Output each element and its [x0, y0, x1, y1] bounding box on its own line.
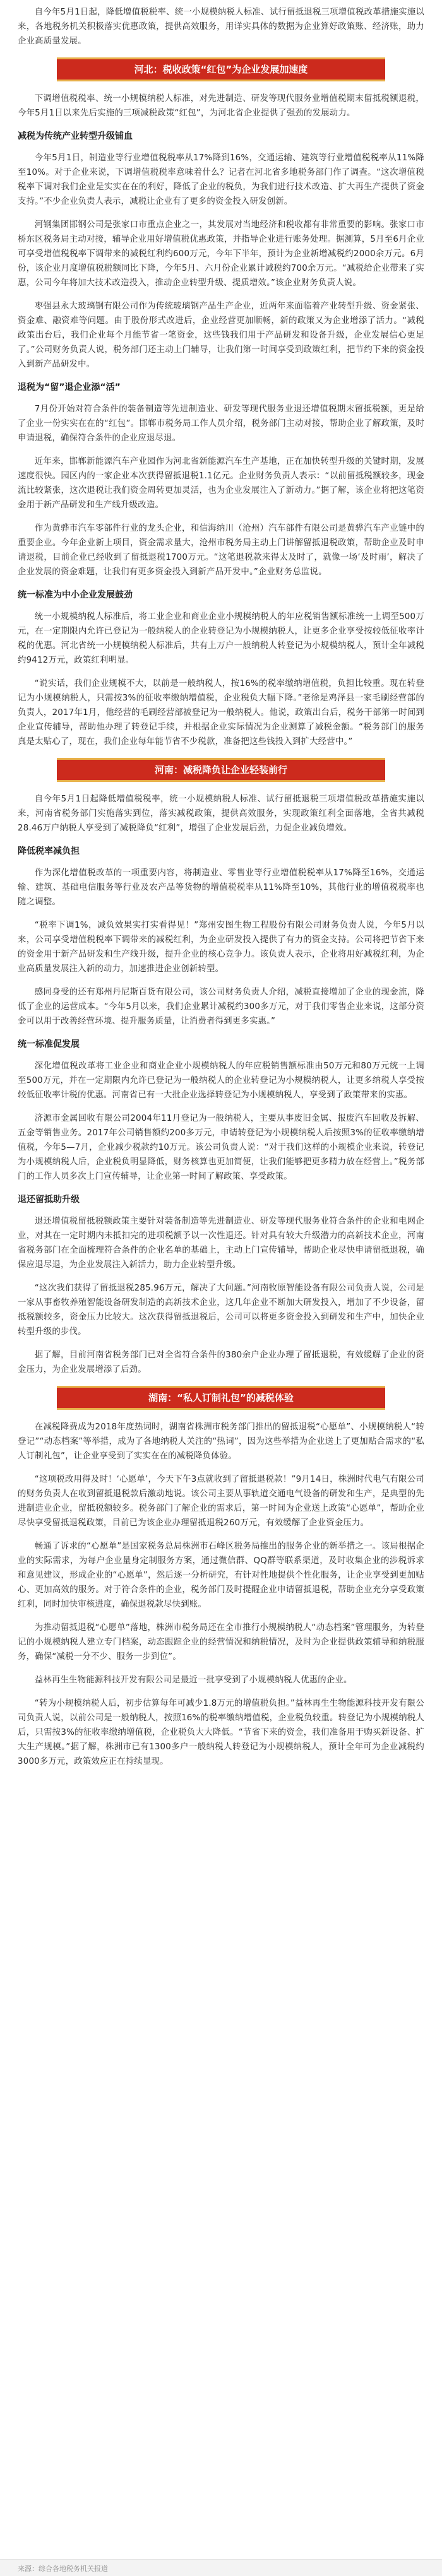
section-banner-hunan: 湖南：“私人订制礼包”的减税体验 [57, 1386, 385, 1410]
paragraph: 为推动留抵退税“心愿单”落地，株洲市税务局还在全市推行小规模纳税人“动态档案”管理服务，为转登记的小规模纳税人建立专门档案，动态跟踪企业的经营情况和纳税情况，及时为企业提供政策辅导和纳税服务，确保“减税一分不少、服务一步到位”。 [18, 1623, 424, 1662]
paragraph: 近年来，邯郸新能源汽车产业园作为河北省新能源汽车生产基地，正在加快转型升级的关键时期，发展速度很快。园区内的一家企业本次获得留抵退税1.1亿元。企业财务负责人表示：“以前留抵税额较多，现金流比较紧张，这次退税让我们资金周转更加灵活，也为企业发展注入了新动力。”据了解，该企业将把这笔资金用于新产品研发和生产线升级改造。 [18, 457, 424, 510]
paragraph: 深化增值税改革将工业企业和商业企业小规模纳税人的年应税销售额标准由50万元和80万元统一上调至500万元，并在一定期限内允许已登记为一般纳税人的企业转登记为小规模纳税人，让更多纳税人享受按较低征收率计税的优惠。河南省已有一大批企业选择转登记为小规模纳税人，享受到了政策带来的实惠。 [18, 1061, 424, 1100]
paragraph: “说实话，我们企业规模不大，以前是一般纳税人，按16%的税率缴纳增值税，负担比较重。现在转登记为小规模纳税人，只需按3%的征收率缴纳增值税，企业税负大幅下降。”老徐是鸡泽县一家毛刷经营部的负责人，2017年1月，他经营的毛刷经营部被登记为一般纳税人。他说，政策出台后，税务干部第一时间到企业宣传辅导，帮助他办理了转登记手续，并根据企业实际情况为企业测算了减税金额。“税务部门的服务真是太贴心了，现在，我们企业每年能节省不少税款，准备把这些钱投入到扩大经营中。” [18, 679, 424, 747]
paragraph: 7月份开始对符合条件的装备制造等先进制造业、研发等现代服务业退还增值税期末留抵税额，更是给了企业一份实实在在的“红包”。邯郸市税务局工作人员介绍，税务部门主动对接，帮助企业了解政策，及时申请退税，确保符合条件的企业应退尽退。 [18, 405, 424, 443]
paragraph: 下调增值税税率、统一小规模纳税人标准，对先进制造、研发等现代服务业增值税期末留抵税额退税，今年5月1日以来先后实施的三项减税政策“红包”，为河北省企业提供了强劲的发展动力。 [18, 94, 424, 118]
article-body [18, 5, 424, 1778]
paragraph: 今年5月1日，制造业等行业增值税税率从17%降到16%，交通运输、建筑等行业增值税税率从11%降至10%。对于企业来说，下调增值税税率意味着什么？记者在河北省多地税务部门作了调查。“这次增值税税率下调对我们企业是实实在在的利好，降低了企业的税负，为我们进行技术改造、扩大再生产提供了资金支持。”不少企业负责人表示，减税让企业有了更多的资金投入研发创新。 [18, 153, 424, 206]
source-text: 来源：综合各地税务机关报道 [18, 2565, 108, 2573]
section-heading: 减税为传统产业转型升级铺血 [18, 131, 133, 141]
paragraph: 作为黄骅市汽车零部件行业的龙头企业，和信海纳川（沧州）汽车部件有限公司是黄骅汽车产业链中的重要企业。今年企业新上项目，资金需求量大，沧州市税务局主动上门讲解留抵退税政策，帮助企业及时申请退税，目前企业已经收到了留抵退税1700万元。“这笔退税款来得太及时了，就像一场‘及时雨’，解决了企业发展的资金难题，让我们有更多资金投入到新产品开发中。”企业财务总监说。 [18, 524, 424, 577]
paragraph: “这次我们获得了留抵退税285.96万元，解决了大问题。”河南牧原智能设备有限公司负责人说，公司是一家从事畜牧养殖智能设备研发制造的高新技术企业，这几年企业不断加大研发投入，增加了不少设备，留抵税额较多，资金压力比较大。这次获得留抵退税后，公司可以将更多资金投入到研发和生产中，加快企业转型升级的步伐。 [18, 1284, 424, 1337]
paragraph: 据了解，目前河南省税务部门已对全省符合条件的380余户企业办理了留抵退税，有效缓解了企业的资金压力，为企业发展增添了后劲。 [18, 1350, 424, 1374]
paragraph: 河钢集团邯钢公司是张家口市重点企业之一，其发展对当地经济和税收都有非常重要的影响。张家口市桥东区税务局主动对接，辅导企业用好增值税优惠政策，并指导企业进行账务处理。据测算，5月至6月企业可享受增值税税率下调带来的减税红利约600万元，今年下半年，预计为企业新增减税约2000余万元。6月份，该企业月度增值税税额同比下降，今年5月、六月份企业累计减税约700余万元。“减税给企业带来了实惠，公司今年将加大技术改造投入，推动企业转型升级、提质增效。”该企业财务负责人说。 [18, 220, 424, 288]
paragraph: 枣强县永大玻璃钢有限公司作为传统玻璃钢产品生产企业，近两年来面临着产业转型升级、资金紧张、资金难、融资难等问题。由于股份形式改进后，企业经营更加顺畅，新的政策又为企业增添了活力。“减税政策出台后，我们企业每个月能节省一笔资金，这些钱我们用于产品研发和设备升级，企业发展信心更足了。”公司财务负责人说，税务部门还主动上门辅导，让我们第一时间享受到政策红利，把节约下来的资金投入到新产品研发中。 [18, 302, 424, 369]
section-heading: 退还留抵助升级 [18, 1195, 80, 1205]
intro-paragraph: 自今年5月1日起，降低增值税税率、统一小规模纳税人标准、试行留抵退税三项增值税改革措施实施以来，各地税务机关积极落实优惠政策，提供高效服务，用详实具体的数据为企业算好政策账、经济账，助力企业高质量发展。 [18, 8, 424, 46]
paragraph: “转为小规模纳税人后，初步估算每年可减少1.8万元的增值税负担。”益林再生生物能源科技开发有限公司负责人说，以前公司是一般纳税人，按照16%的税率缴纳增值税，企业税负较重。转登记为小规模纳税人后，只需按3%的征收率缴纳增值税，企业税负大大降低。“节省下来的资金，我们准备用于购买新设备、扩大生产规模。”据了解，株洲市已有1300多户一般纳税人转登记为小规模纳税人，预计全年可为企业减税约3000多万元，政策效应正在持续显现。 [18, 1699, 424, 1766]
paragraph: 作为深化增值税改革的一项重要内容，将制造业、零售业等行业增值税税率从17%降至16%，交通运输、建筑、基础电信服务等行业及农产品等货物的增值税税率从11%降至10%，其他行业的增值税税率也随之调整。 [18, 868, 424, 907]
paragraph: “这项税改用得及时！‘心愿单’，今天下午3点就收到了留抵退税款！”9月14日，株洲时代电气有限公司的财务负责人在收到留抵退税款后激动地说。该公司主要从事轨道交通电气设备的研发和生产，是典型的先进制造业企业，留抵税额较多。税务部门了解企业的需求后，第一时间为企业送上政策“心愿单”，帮助企业尽快享受留抵退税政策，目前已为该企业办理留抵退税260万元，有效缓解了企业资金压力。 [18, 1475, 424, 1528]
paragraph: 济源市金属回收有限公司2004年11月登记为一般纳税人，主要从事废旧金属、报废汽车回收及拆解、五金等销售业务。2017年公司销售额约200多万元，申请转登记为小规模纳税人后按照3%的征收率缴纳增值税，今年5—7月，企业减少税款约10万元。该公司负责人说：“对于我们这样的小规模企业来说，转登记为小规模纳税人后，企业税负明显降低，财务核算也更加简便，让我们能够把更多精力放在经营上。”税务部门的工作人员多次上门宣传辅导，让企业第一时间了解政策、享受政策。 [18, 1114, 424, 1181]
paragraph: 自今年5月1日起降低增值税税率，统一小规模纳税人标准、试行留抵退税三项增值税改革措施实施以来，河南省税务部门实施落实到位，落实减税政策，提供高效服务，实现政策红利全面落地，全省共减税28.46万户纳税人享受到了减税降负“红利”，增强了企业发展后劲，力促企业减负增效。 [18, 795, 424, 833]
section-heading: 退税为“留”退企业添“活” [18, 382, 121, 393]
paragraph: 在减税降费成为2018年度热词时，湖南省株洲市税务部门推出的留抵退税“心愿单”、小规模纳税人“转登记”“动态档案”等举措，成为了各地纳税人关注的“热词”，因为这些举措为企业送上了更加贴合需求的“私人订制礼包”，让企业享受到了实实在在的减税降负体验。 [18, 1422, 424, 1461]
paragraph: 统一小规模纳税人标准后，将工业企业和商业企业小规模纳税人的年应税销售额标准统一上调至500万元，在一定期限内允许已登记为一般纳税人的企业转登记为小规模纳税人，让更多企业享受按较低征收率计税的优惠。河北省统一小规模纳税人标准后，共有上万户一般纳税人转登记为小规模纳税人，预计全年减税约9412万元，政策红利明显。 [18, 612, 424, 665]
section-heading: 降低税率减负担 [18, 846, 80, 856]
section-banner-hebei: 河北：税收政策“红包”为企业发展加速度 [57, 57, 385, 81]
paragraph: 退还增值税留抵税额政策主要针对装备制造等先进制造业、研发等现代服务业符合条件的企业和电网企业，对其在一定时期内未抵扣完的进项税额予以一次性退还。针对具有较大升级潜力的高新技术企业，河南省税务部门在全面梳理符合条件的企业名单的基础上，主动上门宣传辅导，帮助企业尽快申请留抵退税，确保应退尽退，为企业发展注入新活力，助力企业转型升级。 [18, 1217, 424, 1270]
paragraph: 益林再生生物能源科技开发有限公司是最近一批享受到了小规模纳税人优惠的企业。 [34, 1675, 352, 1685]
section-heading: 统一标准促发展 [18, 1039, 80, 1049]
paragraph: 畅通了诉求的“心愿单”是国家税务总局株洲市石峰区税务局推出的服务企业的新举措之一。该局根据企业的实际需求，为每户企业量身定制服务方案，通过微信群、QQ群等联系渠道，及时收集企业的涉税诉求和意见建议，形成企业的“心愿单”，然后逐一分析研究，有针对性地提供个性化服务，让企业享受到更加贴心、更加高效的服务。对于符合条件的企业，税务部门及时提醒企业申请留抵退税，帮助企业充分享受政策红利，同时加快审核进度，确保退税款尽快到账。 [18, 1542, 424, 1609]
section-banner-henan: 河南：减税降负让企业轻装前行 [57, 758, 385, 782]
source-footer [0, 2559, 442, 2576]
paragraph: “税率下调1%，减负效果实打实看得见！”郑州安图生物工程股份有限公司财务负责人说，今年5月以来，公司享受增值税税率下调带来的减税红利，为企业研发投入提供了有力的资金支持。公司将把节省下来的资金用于新产品研发和生产线升级，提升企业的核心竞争力。该负责人表示，企业将用好减税红利，为企业高质量发展注入新的动力，加速推进企业创新转型。 [18, 921, 424, 974]
paragraph: 感同身受的还有郑州丹尼斯百货有限公司，该公司财务负责人介绍，减税直接增加了企业的现金流，降低了企业的运营成本。“今年5月以来，我们企业累计减税约300多万元，对于我们零售企业来说，这部分资金可以用于改善经营环境、提升服务质量，让消费者得到更多实惠。” [18, 988, 424, 1026]
section-heading: 统一标准为中小企业发展鼓劲 [18, 590, 133, 600]
